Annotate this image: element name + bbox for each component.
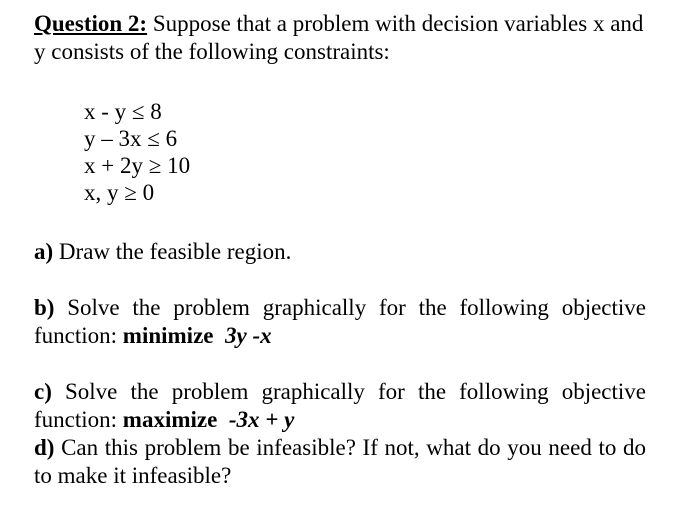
- part-d: [34, 434, 646, 490]
- part-b-objective-expr: 3y -x: [225, 323, 272, 348]
- part-a-label: a): [34, 239, 54, 264]
- part-b: [34, 294, 646, 350]
- part-a-text: Draw the feasible region.: [53, 239, 292, 264]
- part-d-text: Can this problem be infeasible? If not, what do you need to do to make it infeasible?: [34, 435, 646, 488]
- constraint-item: x + 2y ≥ 10: [84, 153, 191, 178]
- part-c: [34, 378, 646, 434]
- question-intro: [34, 10, 646, 66]
- part-c-objective-expr: -3x + y: [228, 407, 295, 432]
- constraint-item: x - y ≤ 8: [84, 99, 162, 124]
- part-c-objective-word: maximize: [122, 407, 218, 432]
- part-b-objective-word: minimize: [122, 323, 214, 348]
- part-c-text: Solve the problem graphically for the following objective function:: [34, 379, 646, 432]
- part-c-label: c): [34, 379, 52, 404]
- part-b-text: Solve the problem graphically for the following objective function:: [34, 295, 646, 348]
- constraint-item: x, y ≥ 0: [84, 180, 155, 205]
- constraint-list: [84, 98, 646, 206]
- question-document: [34, 10, 646, 490]
- question-label: Question 2:: [34, 11, 148, 36]
- part-b-label: b): [34, 295, 55, 320]
- part-a: [34, 238, 646, 266]
- constraint-item: y – 3x ≤ 6: [84, 126, 178, 151]
- part-d-label: d): [34, 435, 55, 460]
- question-intro-text: Suppose that a problem with decision variables x and y consists of the following constraints:: [34, 11, 644, 64]
